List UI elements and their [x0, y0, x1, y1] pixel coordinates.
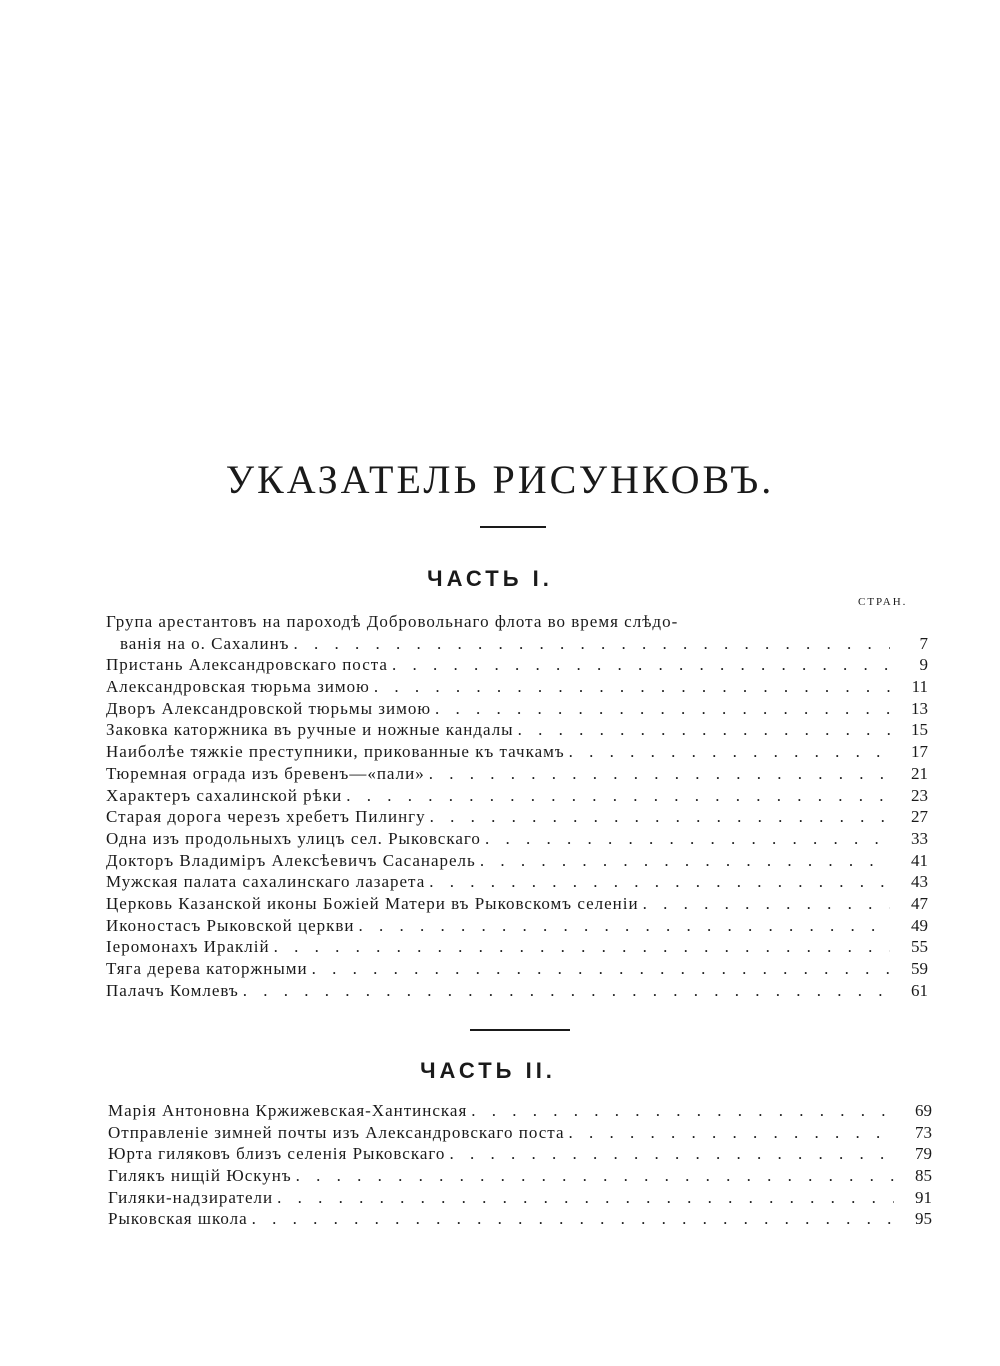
dot-leader [274, 936, 890, 958]
toc-entry-title: Пристань Александровскаго поста [106, 655, 388, 675]
toc-entry-title-continued: ванія на о. Сахалинъ [120, 633, 290, 653]
dot-leader [374, 676, 890, 698]
toc-entry [106, 936, 928, 958]
toc-entry-page: 33 [911, 828, 928, 848]
toc-entry [106, 980, 928, 1002]
toc-entry [106, 654, 928, 676]
toc-entry-title: Иконостасъ Рыковской церкви [106, 915, 355, 935]
toc-entry-title: Юрта гиляковъ близъ селенія Рыковскаго [108, 1144, 446, 1164]
dot-leader [243, 980, 890, 1002]
toc-entry-title: Іеромонахъ Ираклій [106, 937, 270, 957]
section-divider [470, 1029, 570, 1031]
page-title: УКАЗАТЕЛЬ РИСУНКОВЪ. [225, 457, 775, 502]
toc-entry-page: 9 [919, 655, 928, 675]
toc-entry-title: Мужская палата сахалинскаго лазарета [106, 872, 426, 892]
toc-entry-page: 79 [915, 1144, 932, 1164]
toc-entry-title: Гилякъ нищій Юскунъ [108, 1166, 292, 1186]
toc-entry-page: 41 [911, 850, 928, 870]
part-heading: ЧАСТЬ I. [427, 566, 553, 591]
dot-leader [569, 741, 890, 763]
toc-entry-page: 61 [911, 980, 928, 1000]
dot-leader [449, 1143, 894, 1165]
toc-entry-title: Гиляки-надзиратели [108, 1187, 274, 1207]
toc-entry [106, 741, 928, 763]
toc-entry-page: 11 [911, 677, 928, 697]
toc-entry-title: Група арестантовъ на пароходѣ Добровольнаго флота во время слѣдо- [106, 612, 679, 631]
dot-leader [485, 828, 890, 850]
toc-entry-title: Рыковская школа [108, 1209, 248, 1229]
dot-leader [518, 719, 890, 741]
dot-leader [296, 1165, 894, 1187]
toc-entry [106, 719, 928, 741]
toc-entry-page: 55 [911, 937, 928, 957]
toc-entry-page: 49 [911, 915, 928, 935]
toc-entry-title: Палачъ Комлевъ [106, 980, 239, 1000]
toc-entry [106, 915, 928, 937]
toc-entry [106, 828, 928, 850]
toc-entry-page: 23 [911, 785, 928, 805]
dot-leader [430, 806, 890, 828]
page-column-label: СТРАН. [858, 596, 908, 608]
toc-entry-page: 73 [915, 1122, 932, 1142]
toc-entry [108, 1208, 932, 1230]
toc-entry [106, 611, 928, 654]
part-heading: ЧАСТЬ II. [420, 1058, 556, 1083]
toc-entry-page: 47 [911, 893, 928, 913]
toc-entry-page: 95 [915, 1209, 932, 1229]
toc-entry-page: 7 [919, 633, 928, 653]
toc-entry-title: Марія Антоновна Кржижевская-Хантинская [108, 1101, 468, 1120]
toc-entry-title: Старая дорога черезъ хребетъ Пилингу [106, 807, 426, 827]
toc-entry [106, 893, 928, 915]
dot-leader [277, 1187, 894, 1209]
dot-leader [429, 871, 890, 893]
toc-entry [106, 806, 928, 828]
toc-entry-page: 85 [915, 1166, 932, 1186]
toc-entry [106, 676, 928, 698]
toc-entry [106, 871, 928, 893]
dot-leader [429, 763, 890, 785]
dot-leader [346, 785, 890, 807]
toc-entry [108, 1143, 932, 1165]
toc-entry-title: Докторъ Владиміръ Алексѣевичъ Сасанарель [106, 850, 476, 870]
toc-entry-title: Дворъ Александровской тюрьмы зимою [106, 698, 432, 718]
dot-leader [643, 893, 890, 915]
toc-entry-title: Наиболѣе тяжкіе преступники, прикованные къ тачкамъ [106, 742, 565, 762]
toc-list-part-2 [108, 1100, 932, 1230]
dot-leader [293, 633, 890, 655]
toc-entry-page: 91 [915, 1187, 932, 1207]
toc-entry [108, 1100, 932, 1122]
toc-entry-title: Отправленіе зимней почты изъ Александровскаго поста [108, 1122, 565, 1142]
toc-entry-page: 43 [911, 872, 928, 892]
dot-leader [435, 698, 890, 720]
toc-entry-title: Заковка каторжника въ ручные и ножные кандалы [106, 720, 514, 740]
toc-entry-title: Александровская тюрьма зимою [106, 677, 370, 697]
dot-leader [252, 1208, 894, 1230]
toc-entry [108, 1122, 932, 1144]
toc-entry [106, 958, 928, 980]
dot-leader [471, 1100, 894, 1122]
toc-entry-title: Одна изъ продольныхъ улицъ сел. Рыковскаго [106, 828, 481, 848]
toc-entry-page: 69 [915, 1101, 932, 1120]
toc-entry [106, 785, 928, 807]
toc-list-part-1 [106, 611, 928, 1001]
dot-leader [480, 850, 890, 872]
toc-entry-page: 13 [911, 698, 928, 718]
toc-entry-page: 17 [911, 742, 928, 762]
toc-entry-title: Тюремная ограда изъ бревенъ—«пали» [106, 763, 425, 783]
toc-entry-title: Характеръ сахалинской рѣки [106, 785, 343, 805]
toc-entry-title: Тяга дерева каторжными [106, 959, 308, 979]
toc-entry-page: 27 [911, 807, 928, 827]
dot-leader [359, 915, 890, 937]
toc-entry [106, 763, 928, 785]
dot-leader [312, 958, 890, 980]
toc-entry [108, 1187, 932, 1209]
toc-entry [106, 698, 928, 720]
toc-entry-title: Церковь Казанской иконы Божіей Матери въ Рыковскомъ селеніи [106, 893, 639, 913]
toc-entry-page: 21 [911, 763, 928, 783]
toc-entry-page: 15 [911, 720, 928, 740]
dot-leader [569, 1122, 895, 1144]
toc-entry-page: 59 [911, 959, 928, 979]
dot-leader [392, 654, 890, 676]
title-divider [480, 526, 546, 528]
toc-entry [108, 1165, 932, 1187]
toc-entry [106, 850, 928, 872]
